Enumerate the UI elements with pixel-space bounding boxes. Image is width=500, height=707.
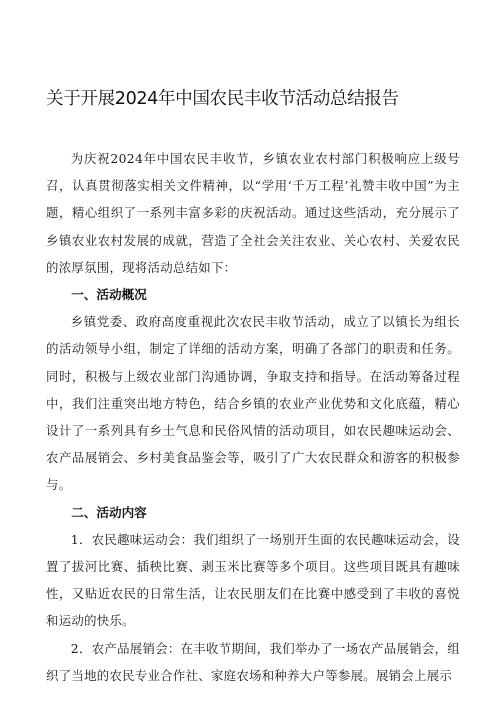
content-item-product-fair: 2．农产品展销会：在丰收节期间，我们举办了一场农产品展销会，组织了当地的农民专业合作社、家庭农场和种养大户等参展。展销会上展示: [46, 640, 460, 683]
intro-paragraph: 为庆祝2024年中国农民丰收节，乡镇农业农村部门积极响应上级号召，认真贯彻落实相关文件精神，以“学用‘千万工程’礼赞丰收中国”为主题，精心组织了一系列丰富多彩的庆祝活动。通过这些活动，充分展示了乡镇农业农村发展的成就，营造了全社会关注农业、关心农村、关爱农民的浓厚氛围，现将活动总结如下：: [46, 151, 460, 275]
overview-paragraph: 乡镇党委、政府高度重视此次农民丰收节活动，成立了以镇长为组长的活动领导小组，制定了详细的活动方案，明确了各部门的职责和任务。同时，积极与上级农业部门沟通协调，争取支持和指导。在活动筹备过程中，我们注重突出地方特色，结合乡镇的农业产业优势和文化底蕴，精心设计了一系列具有乡土气息和民俗风情的活动项目，如农民趣味运动会、农产品展销会、乡村美食品鉴会等，吸引了广大农民群众和游客的积极参与。: [46, 314, 460, 493]
document-title: 关于开展2024年中国农民丰收节活动总结报告: [46, 89, 399, 109]
section-heading-overview: 一、活动概况: [71, 287, 147, 303]
content-item-sports-meet: 1．农民趣味运动会：我们组织了一场别开生面的农民趣味运动会，设置了拔河比赛、插秧比赛、剥玉米比赛等多个项目。这些项目既具有趣味性，又贴近农民的日常生活，让农民朋友们在比赛中感受到了丰收的喜悦和运动的快乐。: [46, 531, 460, 629]
section-heading-content: 二、活动内容: [71, 504, 147, 520]
